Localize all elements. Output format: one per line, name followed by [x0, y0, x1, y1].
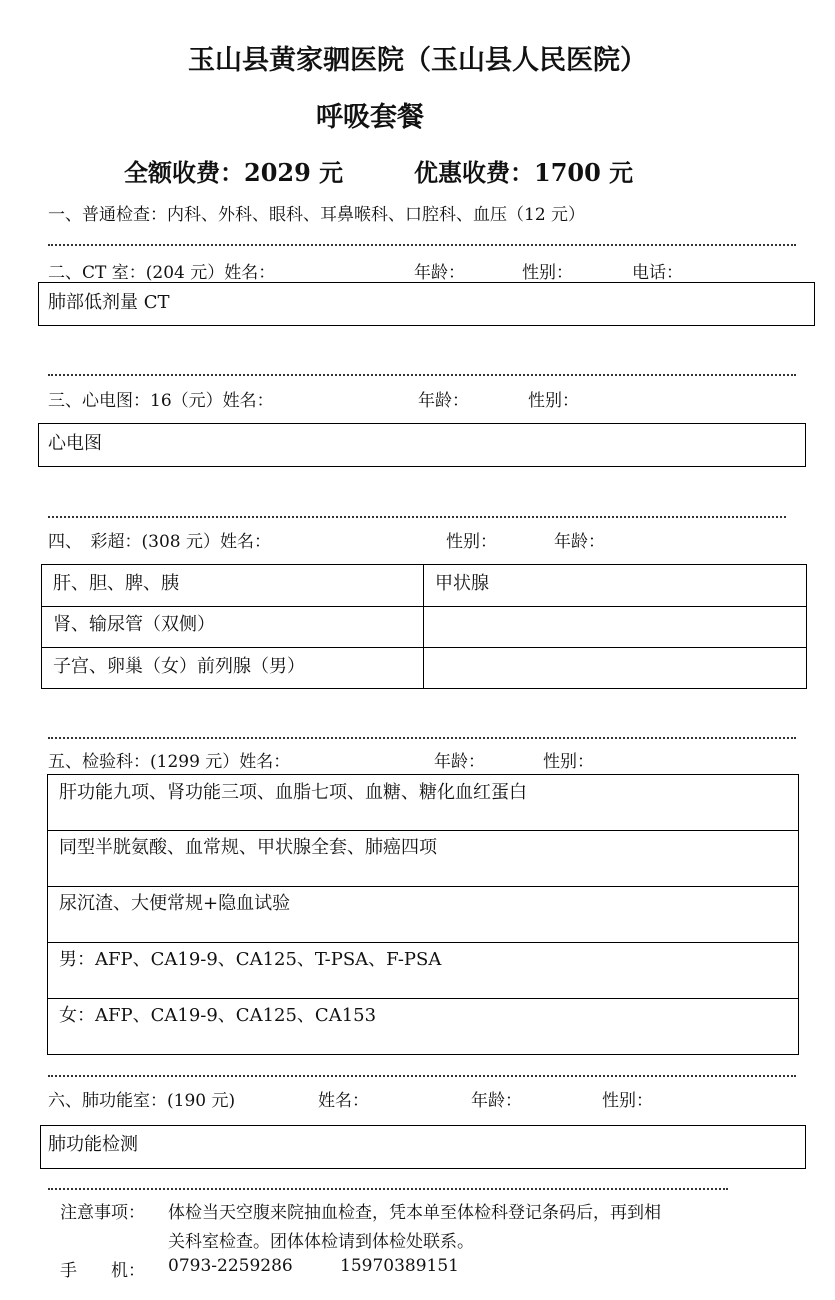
column-divider	[423, 565, 424, 688]
lab-row: 肝功能九项、肾功能三项、血脂七项、血糖、糖化血红蛋白	[59, 782, 527, 803]
notes-line: 关科室检查。团体体检请到体检处联系。	[168, 1232, 474, 1252]
ultrasound-cell: 甲状腺	[435, 573, 489, 594]
lung-age-label: 年龄：	[471, 1091, 522, 1111]
divider	[48, 244, 796, 246]
ct-item: 肺部低剂量 CT	[48, 292, 170, 313]
lung-box	[40, 1125, 806, 1169]
package-title: 呼吸套餐	[316, 102, 424, 133]
divider	[48, 737, 796, 739]
lab-row: 尿沉渣、大便常规+隐血试验	[59, 893, 291, 914]
lab-table	[47, 774, 799, 1055]
row-divider	[48, 998, 798, 999]
ultrasound-age-label: 年龄：	[554, 532, 605, 552]
lab-row: 男：AFP、CA19-9、CA125、T-PSA、F-PSA	[59, 949, 442, 970]
lab-gender-label: 性别：	[543, 752, 594, 772]
ct-age-label: 年龄：	[414, 263, 465, 283]
section-ultrasound-title: 四、 彩超：(308 元）姓名：	[48, 532, 271, 552]
row-divider	[48, 942, 798, 943]
ultrasound-cell: 肾、输尿管（双侧）	[53, 614, 215, 635]
discount-fee: 优惠收费：1700 元	[414, 158, 634, 187]
lab-row: 女：AFP、CA19-9、CA125、CA153	[59, 1005, 377, 1026]
section-ecg-title: 三、心电图：16（元）姓名：	[48, 391, 274, 411]
ecg-age-label: 年龄：	[418, 391, 469, 411]
ecg-item: 心电图	[48, 433, 102, 454]
row-divider	[48, 830, 798, 831]
phone-number: 0793-2259286	[168, 1256, 293, 1276]
lab-row: 同型半胱氨酸、血常规、甲状腺全套、肺癌四项	[59, 837, 437, 858]
ultrasound-cell: 肝、胆、脾、胰	[53, 573, 179, 594]
divider	[48, 516, 786, 518]
divider	[48, 1188, 728, 1190]
ultrasound-table	[41, 564, 807, 689]
ct-gender-label: 性别：	[522, 263, 573, 283]
notes-line: 体检当天空腹来院抽血检查，凭本单至体检科登记条码后，再到相	[168, 1203, 661, 1223]
lung-name-label: 姓名：	[318, 1091, 369, 1111]
section-general: 一、普通检查：内科、外科、眼科、耳鼻喉科、口腔科、血压（12 元）	[48, 205, 586, 225]
section-lung-title: 六、肺功能室：(190 元)	[48, 1091, 236, 1111]
mobile-number: 15970389151	[340, 1256, 459, 1276]
lung-gender-label: 性别：	[602, 1091, 653, 1111]
row-divider	[48, 886, 798, 887]
notes-label: 注意事项：	[60, 1203, 145, 1223]
lab-age-label: 年龄：	[434, 752, 485, 772]
ct-phone-label: 电话：	[632, 263, 683, 283]
ecg-box	[38, 423, 806, 467]
section-ct-title: 二、CT 室：(204 元）姓名：	[48, 263, 276, 283]
row-divider	[42, 606, 806, 607]
lung-item: 肺功能检测	[48, 1134, 138, 1155]
phone-label: 手 机：	[60, 1261, 145, 1281]
divider	[48, 1075, 796, 1077]
ultrasound-gender-label: 性别：	[446, 532, 497, 552]
ecg-gender-label: 性别：	[528, 391, 579, 411]
ct-box	[38, 282, 815, 326]
section-lab-title: 五、检验科：(1299 元）姓名：	[48, 752, 291, 772]
total-fee: 全额收费：2029 元	[124, 158, 344, 187]
row-divider	[42, 647, 806, 648]
ultrasound-cell: 子宫、卵巢（女）前列腺（男）	[53, 656, 305, 677]
divider	[48, 374, 796, 376]
hospital-title: 玉山县黄家驷医院（玉山县人民医院）	[188, 45, 647, 76]
